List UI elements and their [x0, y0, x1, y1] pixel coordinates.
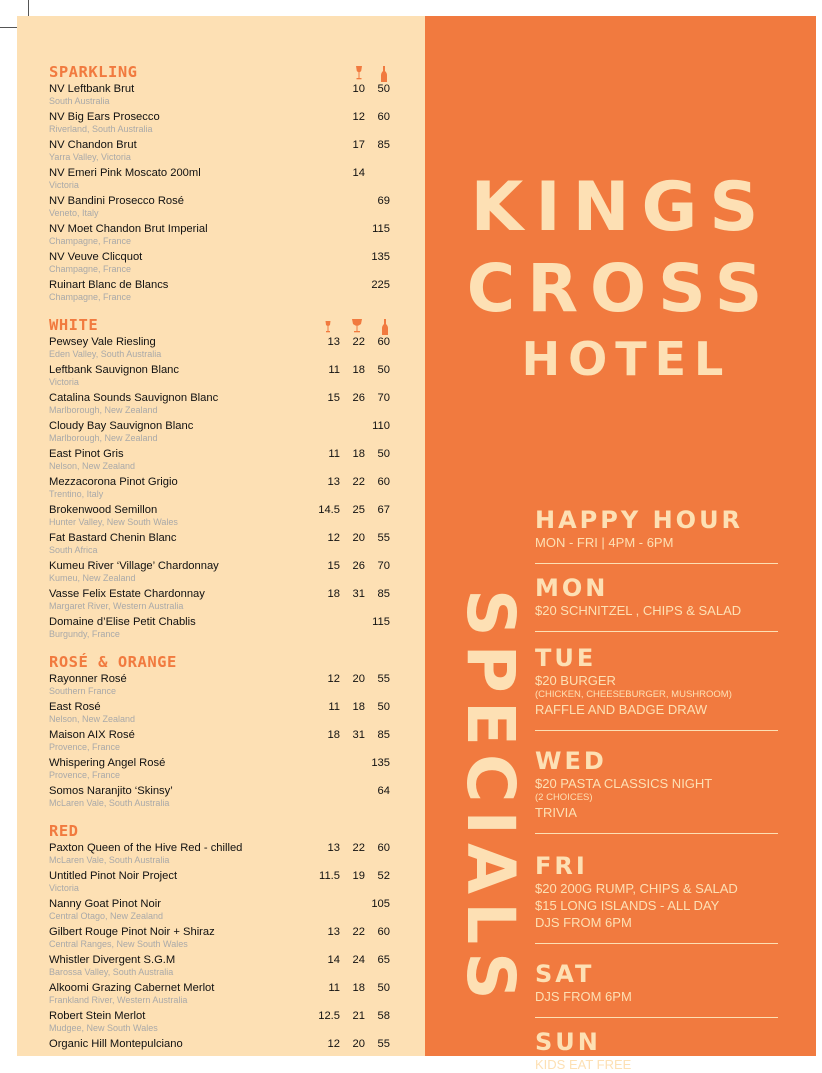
wine-region: Provence, France [49, 742, 121, 752]
wine-price: 17 [352, 139, 365, 151]
wine-price: 12.5 [318, 1010, 340, 1022]
section-header [49, 62, 395, 82]
wine-item [49, 222, 395, 250]
wine-price: 50 [377, 364, 390, 376]
wine-name: Rayonner Rosé [49, 673, 127, 685]
special-title: TUE [535, 644, 597, 672]
wine-item [49, 419, 395, 447]
wine-price: 19 [352, 870, 365, 882]
wine-price: 135 [371, 251, 390, 263]
wine-name: East Rosé [49, 701, 101, 713]
special-block [535, 1028, 778, 1073]
wine-region: Barossa Valley, South Australia [49, 967, 174, 977]
wine-price: 52 [377, 870, 390, 882]
wine-name: Cloudy Bay Sauvignon Blanc [49, 420, 194, 432]
wine-region: Yarra Valley, Victoria [49, 152, 131, 162]
wine-item [49, 503, 395, 531]
wine-item [49, 194, 395, 222]
wine-price: 14.5 [318, 504, 340, 516]
wine-item [49, 672, 395, 700]
special-divider [535, 563, 778, 564]
wine-name: Robert Stein Merlot [49, 1010, 146, 1022]
small-glass-icon [323, 319, 335, 333]
brand-line-hotel: HOTEL [521, 332, 732, 386]
wine-price: 10 [352, 83, 365, 95]
wine-region: Marlborough, New Zealand [49, 433, 158, 443]
wine-price: 22 [352, 336, 365, 348]
wine-price: 13 [327, 842, 340, 854]
wine-price: 22 [352, 926, 365, 938]
wine-price: 60 [377, 476, 390, 488]
wine-name: NV Veuve Clicquot [49, 251, 143, 263]
wine-region: Frankland River, Western Australia [49, 995, 188, 1005]
wine-item [49, 531, 395, 559]
crop-mark-vertical [28, 0, 29, 16]
glass-icon [354, 66, 366, 80]
wine-item [49, 1009, 395, 1037]
wine-price: 13 [327, 926, 340, 938]
wine-item [49, 897, 395, 925]
wine-price: 12 [327, 532, 340, 544]
special-line: (CHICKEN, CHEESEBURGER, MUSHROOM) [535, 689, 732, 700]
wine-region: Veneto, Italy [49, 208, 99, 218]
wine-item [49, 391, 395, 419]
wine-price: 20 [352, 673, 365, 685]
wine-price: 135 [371, 757, 390, 769]
wine-price: 85 [377, 588, 390, 600]
wine-price: 20 [352, 532, 365, 544]
wine-name: Untitled Pinot Noir Project [49, 870, 178, 882]
wine-name: NV Chandon Brut [49, 139, 137, 151]
wine-name: NV Emeri Pink Moscato 200ml [49, 167, 201, 179]
section-header [49, 821, 395, 841]
wine-price: 11.5 [319, 870, 340, 882]
section-title: RED [49, 822, 79, 840]
brand-line-kings: KINGS [470, 168, 771, 247]
wine-price: 115 [372, 616, 390, 628]
special-title: WED [535, 747, 607, 775]
wine-item [49, 250, 395, 278]
section-title: ROSÉ & ORANGE [49, 653, 177, 671]
special-title: MON [535, 574, 609, 602]
wine-name: Somos Naranjito ‘Skinsy’ [49, 785, 173, 797]
wine-name: NV Big Ears Prosecco [49, 111, 160, 123]
special-divider [535, 1017, 778, 1018]
special-line: $20 200G RUMP, CHIPS & SALAD [535, 881, 738, 896]
wine-name: Kumeu River ‘Village’ Chardonnay [49, 560, 219, 572]
wine-price: 11 [328, 701, 340, 713]
special-line: $20 SCHNITZEL , CHIPS & SALAD [535, 603, 742, 618]
wine-price: 12 [327, 1038, 340, 1050]
wine-price: 14 [352, 167, 365, 179]
wine-price: 18 [352, 364, 365, 376]
special-block [535, 960, 778, 1018]
special-line: $20 BURGER [535, 673, 616, 688]
wine-price: 12 [352, 111, 365, 123]
wine-name: Pewsey Vale Riesling [49, 336, 156, 348]
wine-menu [49, 62, 395, 1065]
wine-region: McLaren Vale, South Australia [49, 798, 170, 808]
wine-price: 15 [327, 392, 340, 404]
wine-region: Victoria [49, 377, 79, 387]
special-line: DJS FROM 6PM [535, 915, 632, 930]
special-divider [535, 943, 778, 944]
wine-region: Marlborough, New Zealand [49, 405, 158, 415]
wine-region: Champagne, France [49, 292, 132, 302]
wine-item [49, 587, 395, 615]
wine-price: 70 [377, 392, 390, 404]
wine-name: Fat Bastard Chenin Blanc [49, 532, 177, 544]
wine-item [49, 981, 395, 1009]
section-title: WHITE [49, 316, 99, 334]
wine-name: Nanny Goat Pinot Noir [49, 898, 161, 910]
section-title: SPARKLING [49, 63, 138, 81]
wine-region: Burgundy, France [49, 629, 120, 639]
wine-item [49, 447, 395, 475]
wine-region: McLaren Vale, South Australia [49, 855, 170, 865]
wine-price: 18 [352, 448, 365, 460]
special-title: HAPPY HOUR [535, 506, 744, 534]
wine-region: Champagne, France [49, 236, 132, 246]
wine-price: 11 [328, 364, 340, 376]
wine-price: 60 [377, 842, 390, 854]
wine-name: Domaine d’Elise Petit Chablis [49, 616, 196, 628]
wine-region: Kumeu, New Zealand [49, 573, 136, 583]
wine-price: 70 [377, 560, 390, 572]
wine-price: 50 [377, 701, 390, 713]
wine-item [49, 841, 395, 869]
special-line: $20 PASTA CLASSICS NIGHT [535, 776, 713, 791]
special-line: RAFFLE AND BADGE DRAW [535, 702, 708, 717]
wine-item [49, 166, 395, 194]
wine-item [49, 82, 395, 110]
wine-name: NV Leftbank Brut [49, 83, 135, 95]
wine-region: Nelson, New Zealand [49, 461, 136, 471]
wine-item [49, 559, 395, 587]
wine-region: Central Ranges, New South Wales [49, 939, 188, 949]
wine-price: 115 [372, 223, 390, 235]
wine-name: Brokenwood Semillon [49, 504, 158, 516]
wine-price: 12 [327, 673, 340, 685]
wine-name: NV Moet Chandon Brut Imperial [49, 223, 208, 235]
specials-vertical-word: SPECIALS [452, 589, 529, 1008]
wine-region: Mudgee, New South Wales [49, 1023, 158, 1033]
wine-item [49, 615, 395, 643]
section-header [49, 652, 395, 672]
wine-price: 55 [377, 673, 390, 685]
wine-price: 11 [328, 982, 340, 994]
wine-price: 26 [352, 392, 365, 404]
wine-region: Southern France [49, 686, 117, 696]
wine-item [49, 335, 395, 363]
wine-price: 18 [327, 729, 340, 741]
wine-price: 105 [371, 898, 390, 910]
wine-price: 60 [377, 336, 390, 348]
wine-item [49, 1037, 395, 1065]
wine-item [49, 700, 395, 728]
wine-name: Paxton Queen of the Hive Red - chilled [49, 842, 243, 854]
special-title: SAT [535, 960, 595, 988]
wine-name: Vasse Felix Estate Chardonnay [49, 588, 205, 600]
wine-price: 85 [377, 729, 390, 741]
wine-price: 11 [328, 448, 340, 460]
special-line: TRIVIA [535, 805, 577, 820]
bottle-icon [381, 319, 393, 333]
wine-price: 18 [327, 588, 340, 600]
special-title: SUN [535, 1028, 601, 1056]
wine-price: 60 [377, 926, 390, 938]
special-line: KIDS EAT FREE [535, 1057, 632, 1072]
wine-name: Gilbert Rouge Pinot Noir + Shiraz [49, 926, 215, 938]
special-title: FRI [535, 852, 588, 880]
wine-price: 21 [352, 1010, 365, 1022]
wine-item [49, 756, 395, 784]
wine-region: Provence, France [49, 770, 121, 780]
wine-region: Hunter Valley, New South Wales [49, 517, 178, 527]
special-line: (2 CHOICES) [535, 792, 593, 803]
brand-line-cross: CROSS [466, 250, 775, 327]
wine-price: 13 [327, 336, 340, 348]
wine-price: 50 [377, 83, 390, 95]
wine-price: 65 [377, 954, 390, 966]
wine-price: 25 [352, 504, 365, 516]
wine-price: 22 [352, 476, 365, 488]
special-block [535, 506, 778, 564]
wine-price: 67 [377, 504, 390, 516]
wine-price: 50 [377, 982, 390, 994]
section-header [49, 315, 395, 335]
special-line: $15 LONG ISLANDS - ALL DAY [535, 898, 720, 913]
wine-price: 64 [377, 785, 390, 797]
wine-price: 22 [352, 842, 365, 854]
wine-region: South Australia [49, 96, 110, 106]
wine-price: 85 [377, 139, 390, 151]
wine-price: 69 [377, 195, 390, 207]
wine-name: Whispering Angel Rosé [49, 757, 166, 769]
special-block [535, 747, 778, 834]
wine-price: 18 [352, 982, 365, 994]
wine-region: Nelson, New Zealand [49, 714, 136, 724]
wine-name: Alkoomi Grazing Cabernet Merlot [49, 982, 215, 994]
bottle-icon [380, 66, 392, 80]
wine-price: 14 [327, 954, 340, 966]
wine-name: Whistler Divergent S.G.M [49, 954, 176, 966]
special-line: DJS FROM 6PM [535, 989, 632, 1004]
wine-price: 26 [352, 560, 365, 572]
wine-item [49, 475, 395, 503]
wine-region: South Africa [49, 545, 98, 555]
wine-price: 55 [377, 532, 390, 544]
special-divider [535, 730, 778, 731]
wine-price: 55 [377, 1038, 390, 1050]
special-block [535, 852, 778, 944]
wine-item [49, 869, 395, 897]
wine-price: 18 [352, 701, 365, 713]
wine-price: 20 [352, 1038, 365, 1050]
wine-name: Maison AIX Rosé [49, 729, 135, 741]
wine-item [49, 784, 395, 812]
wine-price: 15 [327, 560, 340, 572]
wine-region: Victoria [49, 180, 79, 190]
wine-item [49, 925, 395, 953]
wine-item [49, 110, 395, 138]
wine-name: East Pinot Gris [49, 448, 124, 460]
specials-panel [425, 16, 816, 1072]
wine-price: 24 [352, 954, 365, 966]
wine-item [49, 363, 395, 391]
special-divider [535, 631, 778, 632]
special-divider [535, 833, 778, 834]
wine-item [49, 278, 395, 306]
wine-price: 58 [377, 1010, 390, 1022]
wine-price: 60 [377, 111, 390, 123]
wine-region: Champagne, France [49, 264, 132, 274]
wine-region: Margaret River, Western Australia [49, 601, 184, 611]
wine-name: Leftbank Sauvignon Blanc [49, 364, 179, 376]
wine-name: Ruinart Blanc de Blancs [49, 279, 169, 291]
large-glass-icon [351, 319, 363, 333]
wine-region: Eden Valley, South Australia [49, 349, 162, 359]
wine-price: 50 [377, 448, 390, 460]
wine-region: Central Otago, New Zealand [49, 911, 164, 921]
special-line: MON - FRI | 4PM - 6PM [535, 535, 674, 550]
wine-price: 31 [352, 588, 365, 600]
wine-item [49, 953, 395, 981]
wine-region: Riverland, South Australia [49, 124, 153, 134]
wine-region: Trentino, Italy [49, 489, 104, 499]
wine-name: NV Bandini Prosecco Rosé [49, 195, 184, 207]
special-block [535, 644, 778, 731]
wine-item [49, 728, 395, 756]
wine-name: Mezzacorona Pinot Grigio [49, 476, 178, 488]
wine-item [49, 138, 395, 166]
wine-price: 225 [371, 279, 390, 291]
wine-price: 13 [327, 476, 340, 488]
special-block [535, 574, 778, 632]
wine-region: Victoria [49, 883, 79, 893]
wine-name: Catalina Sounds Sauvignon Blanc [49, 392, 219, 404]
wine-name: Organic Hill Montepulciano [49, 1038, 183, 1050]
wine-price: 110 [372, 420, 390, 432]
wine-price: 31 [352, 729, 365, 741]
